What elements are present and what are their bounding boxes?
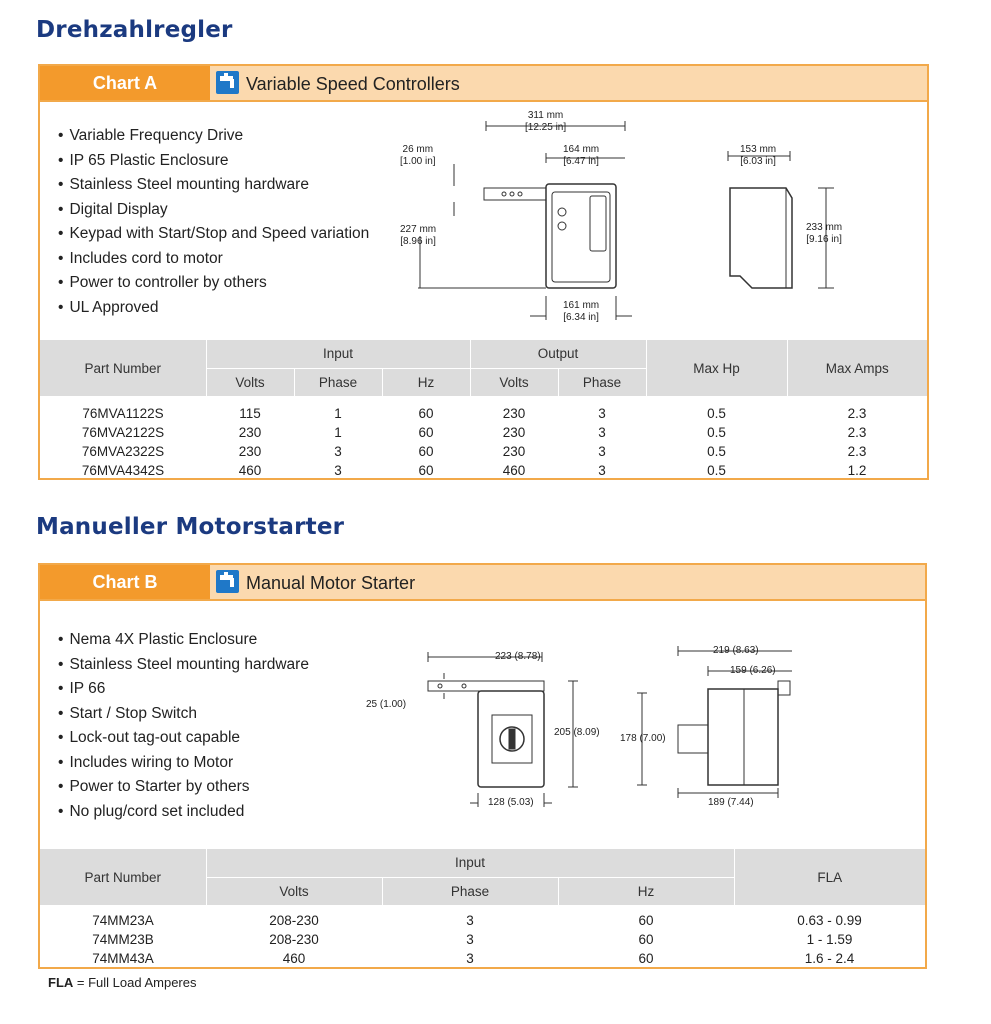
table-header: Max Hp [646, 340, 787, 396]
dim-label: 128 (5.03) [488, 797, 534, 808]
list-item: • UL Approved [58, 296, 369, 321]
list-item: • Variable Frequency Drive [58, 124, 369, 149]
chart-tag: Chart A [40, 66, 210, 100]
dim-label: 233 mm [9.16 in] [806, 222, 843, 245]
list-item: • Stainless Steel mounting hardware [58, 653, 309, 678]
table-row: 74MM23B 208-230 3 60 1 - 1.59 [92, 932, 853, 947]
list-item: • Includes wiring to Motor [58, 751, 309, 776]
list-item: • Digital Display [58, 198, 369, 223]
dim-label: 223 (8.78) [495, 651, 541, 662]
table-subheader: Volts [470, 368, 558, 396]
table-row: 76MVA4342S 460 3 60 460 3 0.5 1.2 [81, 463, 867, 478]
section-heading: Drehzahlregler [36, 17, 233, 43]
dim-label: 178 (7.00) [620, 733, 666, 744]
list-item: • Power to Starter by others [58, 775, 309, 800]
faucet-icon [216, 570, 239, 593]
table-subheader: Phase [558, 368, 646, 396]
dim-label: 219 (8.63) [713, 645, 759, 656]
table-subheader: Hz [558, 877, 734, 905]
footnote-term: FLA [48, 975, 74, 990]
feature-list [58, 628, 309, 824]
dim-label: 311 mm [12.25 in] [525, 110, 567, 133]
table-row: 76MVA2122S 230 1 60 230 3 0.5 2.3 [81, 425, 867, 440]
table-row: 74MM23A 208-230 3 60 0.63 - 0.99 [92, 913, 862, 928]
table-row: 76MVA1122S 115 1 60 230 3 0.5 2.3 [82, 406, 867, 421]
dim-label: 164 mm [6.47 in] [563, 144, 600, 167]
list-item: • Start / Stop Switch [58, 702, 309, 727]
spec-table [40, 849, 925, 968]
section-heading: Manueller Motorstarter [36, 514, 345, 540]
table-subheader: Phase [382, 877, 558, 905]
table-subheader: Volts [206, 877, 382, 905]
list-item: • Keypad with Start/Stop and Speed variation [58, 222, 369, 247]
chart-a-panel [38, 64, 929, 480]
dim-label: 227 mm [8.96 in] [400, 224, 437, 247]
table-subheader: Volts [206, 368, 294, 396]
feature-list [58, 124, 369, 320]
list-item: • Stainless Steel mounting hardware [58, 173, 369, 198]
spec-table [40, 340, 927, 480]
footnote [48, 975, 197, 990]
table-header: Input [206, 340, 470, 368]
controller-front-drawing [400, 106, 650, 336]
chart-title: Variable Speed Controllers [246, 74, 460, 94]
faucet-icon [216, 71, 239, 94]
table-row: 76MVA2322S 230 3 60 230 3 0.5 2.3 [81, 444, 867, 459]
dim-label: 25 (1.00) [366, 699, 407, 710]
dim-label: 189 (7.44) [708, 797, 754, 808]
list-item: • IP 66 [58, 677, 309, 702]
chart-a-header [40, 66, 927, 102]
list-item: • No plug/cord set included [58, 800, 309, 825]
list-item: • Lock-out tag-out capable [58, 726, 309, 751]
table-header: Max Amps [787, 340, 927, 396]
dim-label: 205 (8.09) [554, 727, 600, 738]
table-header: Part Number [40, 849, 206, 905]
table-header: Output [470, 340, 646, 368]
table-header: Part Number [40, 340, 206, 396]
chart-b-panel [38, 563, 927, 969]
dim-label: 159 (6.26) [730, 665, 776, 676]
table-subheader: Hz [382, 368, 470, 396]
table-subheader: Phase [294, 368, 382, 396]
footnote-definition: = Full Load Amperes [73, 975, 197, 990]
list-item: • Includes cord to motor [58, 247, 369, 272]
table-header: Input [206, 849, 734, 877]
table-header: FLA [734, 849, 925, 905]
dim-label: 161 mm [6.34 in] [563, 300, 600, 323]
list-item: • Nema 4X Plastic Enclosure [58, 628, 309, 653]
table-row: 74MM43A 460 3 60 1.6 - 2.4 [92, 951, 855, 966]
chart-b-header [40, 565, 925, 601]
list-item: • IP 65 Plastic Enclosure [58, 149, 369, 174]
dim-label: 26 mm [1.00 in] [400, 144, 436, 167]
list-item: • Power to controller by others [58, 271, 369, 296]
chart-title: Manual Motor Starter [246, 573, 416, 593]
chart-tag: Chart B [40, 565, 210, 599]
dim-label: 153 mm [6.03 in] [740, 144, 777, 167]
